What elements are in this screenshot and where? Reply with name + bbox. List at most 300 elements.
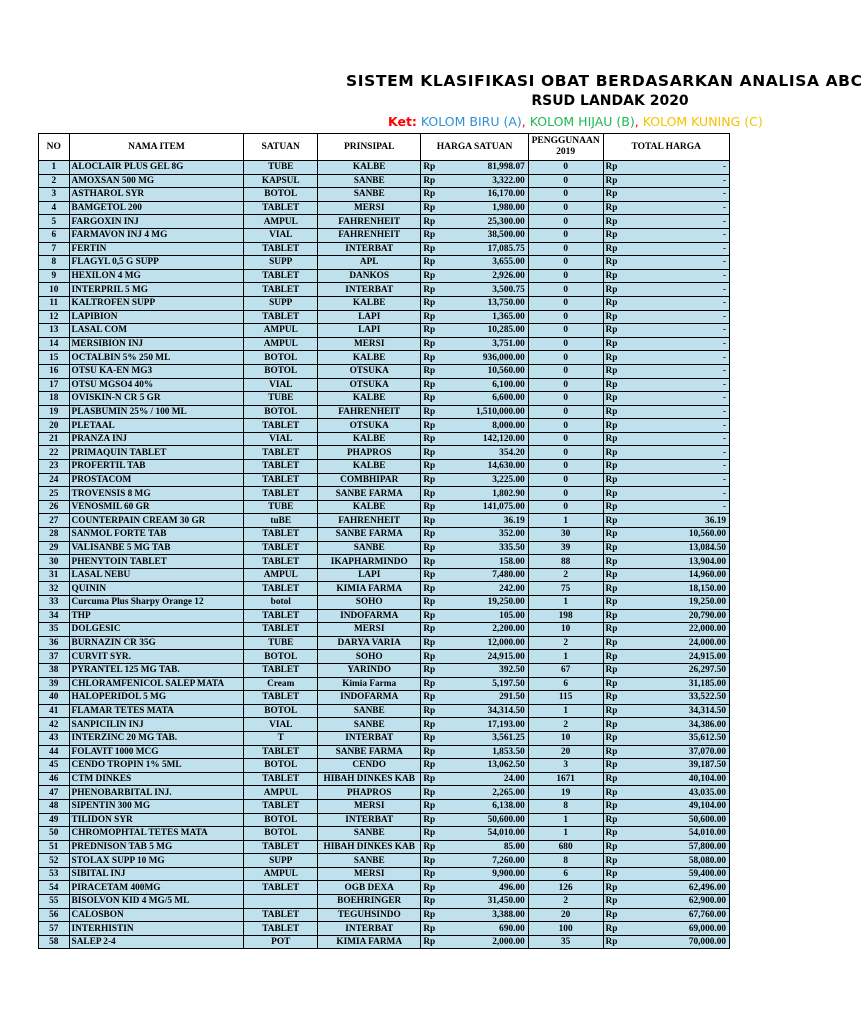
- table-row: [39, 895, 730, 909]
- table-row: [39, 799, 730, 813]
- cell-nama: LAPIBION: [69, 310, 244, 324]
- cell-harga-currency: Rp: [421, 283, 444, 297]
- cell-prinsipal: SANBE FARMA: [318, 745, 421, 759]
- cell-total: 40,104.00: [626, 772, 729, 786]
- cell-nama: FLAGYL 0,5 G SUPP: [69, 256, 244, 270]
- cell-nama: FLAMAR TETES MATA: [69, 704, 244, 718]
- cell-no: 22: [39, 446, 70, 460]
- cell-total-currency: Rp: [603, 636, 626, 650]
- cell-total-currency: Rp: [603, 364, 626, 378]
- cell-prinsipal: INDOFARMA: [318, 609, 421, 623]
- cell-harga-currency: Rp: [421, 446, 444, 460]
- cell-prinsipal: FAHRENHEIT: [318, 215, 421, 229]
- cell-prinsipal: FAHRENHEIT: [318, 405, 421, 419]
- cell-no: 32: [39, 582, 70, 596]
- cell-penggunaan: 680: [528, 840, 603, 854]
- cell-harga: 3,388.00: [444, 908, 528, 922]
- cell-total: -: [626, 242, 729, 256]
- table-row: [39, 405, 730, 419]
- cell-penggunaan: 20: [528, 745, 603, 759]
- cell-nama: VALISANBE 5 MG TAB: [69, 541, 244, 555]
- table-row: [39, 324, 730, 338]
- cell-total: 22,000.00: [626, 623, 729, 637]
- cell-satuan: BOTOL: [244, 704, 318, 718]
- cell-penggunaan: 2: [528, 718, 603, 732]
- cell-harga-currency: Rp: [421, 242, 444, 256]
- cell-penggunaan: 198: [528, 609, 603, 623]
- cell-satuan: TABLET: [244, 201, 318, 215]
- cell-prinsipal: OTSUKA: [318, 364, 421, 378]
- table-row: [39, 555, 730, 569]
- cell-penggunaan: 19: [528, 786, 603, 800]
- cell-no: 28: [39, 528, 70, 542]
- cell-no: 41: [39, 704, 70, 718]
- cell-total: -: [626, 188, 729, 202]
- cell-harga-currency: Rp: [421, 487, 444, 501]
- cell-no: 33: [39, 596, 70, 610]
- cell-no: 49: [39, 813, 70, 827]
- table-row: [39, 731, 730, 745]
- cell-satuan: TUBE: [244, 636, 318, 650]
- cell-satuan: TABLET: [244, 269, 318, 283]
- cell-total-currency: Rp: [603, 161, 626, 175]
- table-row: [39, 663, 730, 677]
- cell-no: 50: [39, 827, 70, 841]
- drug-table: [38, 133, 730, 949]
- cell-total: 69,000.00: [626, 922, 729, 936]
- cell-prinsipal: INTERBAT: [318, 922, 421, 936]
- cell-satuan: SUPP: [244, 296, 318, 310]
- cell-penggunaan: 0: [528, 405, 603, 419]
- cell-harga-currency: Rp: [421, 935, 444, 949]
- cell-total-currency: Rp: [603, 650, 626, 664]
- cell-prinsipal: MERSI: [318, 337, 421, 351]
- cell-harga: 34,314.50: [444, 704, 528, 718]
- cell-no: 57: [39, 922, 70, 936]
- cell-prinsipal: KALBE: [318, 296, 421, 310]
- cell-harga: 352.00: [444, 528, 528, 542]
- cell-total: 57,800.00: [626, 840, 729, 854]
- cell-satuan: [244, 895, 318, 909]
- cell-penggunaan: 10: [528, 623, 603, 637]
- cell-nama: PLASBUMIN 25% / 100 ML: [69, 405, 244, 419]
- cell-prinsipal: SANBE FARMA: [318, 528, 421, 542]
- cell-satuan: TABLET: [244, 541, 318, 555]
- cell-total-currency: Rp: [603, 663, 626, 677]
- cell-nama: KALTROFEN SUPP: [69, 296, 244, 310]
- cell-total: -: [626, 446, 729, 460]
- cell-satuan: TABLET: [244, 419, 318, 433]
- cell-harga: 16,170.00: [444, 188, 528, 202]
- cell-nama: FARGOXIN INJ: [69, 215, 244, 229]
- legend-sep: ,: [634, 114, 639, 129]
- cell-penggunaan: 0: [528, 432, 603, 446]
- page-subtitle: RSUD LANDAK 2020: [531, 93, 689, 109]
- cell-total-currency: Rp: [603, 188, 626, 202]
- cell-harga: 690.00: [444, 922, 528, 936]
- cell-total: 34,386.00: [626, 718, 729, 732]
- cell-prinsipal: IKAPHARMINDO: [318, 555, 421, 569]
- cell-prinsipal: Kimia Farma: [318, 677, 421, 691]
- cell-penggunaan: 0: [528, 364, 603, 378]
- cell-total: 24,000.00: [626, 636, 729, 650]
- cell-nama: PYRANTEL 125 MG TAB.: [69, 663, 244, 677]
- cell-penggunaan: 2: [528, 895, 603, 909]
- cell-total-currency: Rp: [603, 446, 626, 460]
- cell-satuan: TUBE: [244, 161, 318, 175]
- cell-nama: HALOPERIDOL 5 MG: [69, 691, 244, 705]
- cell-total-currency: Rp: [603, 351, 626, 365]
- cell-no: 19: [39, 405, 70, 419]
- cell-nama: PREDNISON TAB 5 MG: [69, 840, 244, 854]
- cell-harga: 1,853.50: [444, 745, 528, 759]
- cell-harga-currency: Rp: [421, 799, 444, 813]
- cell-total: 43,035.00: [626, 786, 729, 800]
- cell-harga: 5,197.50: [444, 677, 528, 691]
- cell-total: 54,010.00: [626, 827, 729, 841]
- cell-total: 62,900.00: [626, 895, 729, 909]
- cell-penggunaan: 39: [528, 541, 603, 555]
- cell-total: -: [626, 283, 729, 297]
- cell-nama: FOLAVIT 1000 MCG: [69, 745, 244, 759]
- cell-harga-currency: Rp: [421, 772, 444, 786]
- cell-penggunaan: 0: [528, 500, 603, 514]
- cell-satuan: AMPUL: [244, 324, 318, 338]
- cell-no: 13: [39, 324, 70, 338]
- cell-no: 36: [39, 636, 70, 650]
- cell-penggunaan: 0: [528, 351, 603, 365]
- cell-penggunaan: 100: [528, 922, 603, 936]
- cell-harga: 14,630.00: [444, 460, 528, 474]
- cell-penggunaan: 67: [528, 663, 603, 677]
- cell-prinsipal: KIMIA FARMA: [318, 935, 421, 949]
- cell-satuan: BOTOL: [244, 759, 318, 773]
- cell-total-currency: Rp: [603, 500, 626, 514]
- cell-prinsipal: OTSUKA: [318, 378, 421, 392]
- cell-penggunaan: 1: [528, 596, 603, 610]
- cell-total-currency: Rp: [603, 623, 626, 637]
- cell-prinsipal: SANBE: [318, 541, 421, 555]
- cell-nama: AMOXSAN 500 MG: [69, 174, 244, 188]
- cell-harga: 2,265.00: [444, 786, 528, 800]
- cell-total-currency: Rp: [603, 514, 626, 528]
- table-row: [39, 786, 730, 800]
- cell-satuan: VIAL: [244, 432, 318, 446]
- table-row: [39, 867, 730, 881]
- cell-satuan: VIAL: [244, 378, 318, 392]
- cell-prinsipal: HIBAH DINKES KAB: [318, 840, 421, 854]
- cell-total: -: [626, 324, 729, 338]
- cell-harga: 3,500.75: [444, 283, 528, 297]
- cell-harga-currency: Rp: [421, 473, 444, 487]
- legend: [388, 114, 768, 129]
- table-row: [39, 378, 730, 392]
- cell-penggunaan: 2: [528, 636, 603, 650]
- cell-total: 36.19: [626, 514, 729, 528]
- cell-nama: CALOSBON: [69, 908, 244, 922]
- header-total: TOTAL HARGA: [603, 134, 729, 161]
- cell-prinsipal: LAPI: [318, 324, 421, 338]
- table-row: [39, 364, 730, 378]
- cell-penggunaan: 0: [528, 256, 603, 270]
- cell-no: 6: [39, 228, 70, 242]
- cell-no: 47: [39, 786, 70, 800]
- cell-total: 67,760.00: [626, 908, 729, 922]
- cell-harga: 8,000.00: [444, 419, 528, 433]
- cell-nama: SIBITAL INJ: [69, 867, 244, 881]
- cell-prinsipal: INDOFARMA: [318, 691, 421, 705]
- cell-no: 58: [39, 935, 70, 949]
- cell-penggunaan: 88: [528, 555, 603, 569]
- cell-harga: 141,075.00: [444, 500, 528, 514]
- cell-penggunaan: 8: [528, 854, 603, 868]
- cell-harga-currency: Rp: [421, 582, 444, 596]
- cell-harga-currency: Rp: [421, 609, 444, 623]
- cell-total-currency: Rp: [603, 908, 626, 922]
- cell-nama: CENDO TROPIN 1% 5ML: [69, 759, 244, 773]
- cell-total: 24,915.00: [626, 650, 729, 664]
- cell-total: 14,960.00: [626, 568, 729, 582]
- cell-penggunaan: 0: [528, 392, 603, 406]
- header-penggunaan: PENGGUNAAN 2019: [528, 134, 603, 161]
- cell-harga: 142,120.00: [444, 432, 528, 446]
- cell-no: 39: [39, 677, 70, 691]
- cell-nama: THP: [69, 609, 244, 623]
- cell-harga-currency: Rp: [421, 269, 444, 283]
- cell-total: -: [626, 487, 729, 501]
- cell-satuan: BOTOL: [244, 364, 318, 378]
- cell-prinsipal: DARYA VARIA: [318, 636, 421, 650]
- cell-satuan: tuBE: [244, 514, 318, 528]
- cell-nama: SALEP 2-4: [69, 935, 244, 949]
- cell-penggunaan: 0: [528, 161, 603, 175]
- cell-no: 48: [39, 799, 70, 813]
- cell-harga-currency: Rp: [421, 623, 444, 637]
- cell-nama: TROVENSIS 8 MG: [69, 487, 244, 501]
- cell-no: 5: [39, 215, 70, 229]
- cell-nama: QUININ: [69, 582, 244, 596]
- cell-prinsipal: KALBE: [318, 161, 421, 175]
- cell-harga: 50,600.00: [444, 813, 528, 827]
- cell-no: 54: [39, 881, 70, 895]
- cell-total-currency: Rp: [603, 867, 626, 881]
- cell-total-currency: Rp: [603, 677, 626, 691]
- table-row: [39, 568, 730, 582]
- cell-total-currency: Rp: [603, 228, 626, 242]
- cell-penggunaan: 0: [528, 296, 603, 310]
- cell-prinsipal: SANBE: [318, 854, 421, 868]
- cell-harga-currency: Rp: [421, 228, 444, 242]
- cell-satuan: BOTOL: [244, 827, 318, 841]
- cell-penggunaan: 0: [528, 378, 603, 392]
- cell-prinsipal: MERSI: [318, 201, 421, 215]
- cell-no: 52: [39, 854, 70, 868]
- cell-harga-currency: Rp: [421, 663, 444, 677]
- cell-harga: 36.19: [444, 514, 528, 528]
- cell-harga: 936,000.00: [444, 351, 528, 365]
- cell-total: 49,104.00: [626, 799, 729, 813]
- cell-prinsipal: SOHO: [318, 650, 421, 664]
- cell-total-currency: Rp: [603, 541, 626, 555]
- cell-no: 2: [39, 174, 70, 188]
- cell-harga: 1,980.00: [444, 201, 528, 215]
- cell-harga-currency: Rp: [421, 922, 444, 936]
- cell-harga: 19,250.00: [444, 596, 528, 610]
- cell-total: 18,150.00: [626, 582, 729, 596]
- table-row: [39, 881, 730, 895]
- cell-satuan: TABLET: [244, 528, 318, 542]
- cell-total-currency: Rp: [603, 895, 626, 909]
- cell-nama: INTERHISTIN: [69, 922, 244, 936]
- cell-nama: OVISKIN-N CR 5 GR: [69, 392, 244, 406]
- table-row: [39, 908, 730, 922]
- cell-harga-currency: Rp: [421, 786, 444, 800]
- cell-harga-currency: Rp: [421, 867, 444, 881]
- table-row: [39, 296, 730, 310]
- cell-penggunaan: 8: [528, 799, 603, 813]
- cell-satuan: AMPUL: [244, 786, 318, 800]
- cell-harga: 12,000.00: [444, 636, 528, 650]
- cell-prinsipal: PHAPROS: [318, 446, 421, 460]
- table-row: [39, 528, 730, 542]
- cell-nama: Curcuma Plus Sharpy Orange 12: [69, 596, 244, 610]
- cell-harga: 24,915.00: [444, 650, 528, 664]
- table-row: [39, 922, 730, 936]
- cell-no: 55: [39, 895, 70, 909]
- cell-prinsipal: APL: [318, 256, 421, 270]
- cell-total: 34,314.50: [626, 704, 729, 718]
- cell-no: 37: [39, 650, 70, 664]
- cell-nama: CHLORAMFENICOL SALEP MATA: [69, 677, 244, 691]
- cell-harga-currency: Rp: [421, 528, 444, 542]
- cell-nama: SANPICILIN INJ: [69, 718, 244, 732]
- cell-harga-currency: Rp: [421, 188, 444, 202]
- cell-no: 21: [39, 432, 70, 446]
- cell-total: -: [626, 228, 729, 242]
- cell-nama: BISOLVON KID 4 MG/5 ML: [69, 895, 244, 909]
- cell-harga: 7,480.00: [444, 568, 528, 582]
- cell-total: 50,600.00: [626, 813, 729, 827]
- cell-harga-currency: Rp: [421, 161, 444, 175]
- cell-total-currency: Rp: [603, 337, 626, 351]
- cell-satuan: KAPSUL: [244, 174, 318, 188]
- cell-harga-currency: Rp: [421, 432, 444, 446]
- cell-satuan: BOTOL: [244, 188, 318, 202]
- table-row: [39, 337, 730, 351]
- cell-harga: 105.00: [444, 609, 528, 623]
- cell-total: 37,070.00: [626, 745, 729, 759]
- cell-no: 7: [39, 242, 70, 256]
- cell-total-currency: Rp: [603, 718, 626, 732]
- cell-satuan: TABLET: [244, 840, 318, 854]
- table-row: [39, 677, 730, 691]
- cell-harga: 392.50: [444, 663, 528, 677]
- cell-no: 12: [39, 310, 70, 324]
- cell-harga: 13,750.00: [444, 296, 528, 310]
- cell-total-currency: Rp: [603, 392, 626, 406]
- table-row: [39, 161, 730, 175]
- cell-penggunaan: 0: [528, 215, 603, 229]
- cell-total-currency: Rp: [603, 772, 626, 786]
- cell-no: 26: [39, 500, 70, 514]
- cell-total-currency: Rp: [603, 596, 626, 610]
- cell-harga: 10,285.00: [444, 324, 528, 338]
- table-row: [39, 269, 730, 283]
- cell-total-currency: Rp: [603, 840, 626, 854]
- cell-penggunaan: 0: [528, 337, 603, 351]
- cell-total: 70,000.00: [626, 935, 729, 949]
- cell-total-currency: Rp: [603, 460, 626, 474]
- cell-total-currency: Rp: [603, 854, 626, 868]
- cell-nama: HEXILON 4 MG: [69, 269, 244, 283]
- cell-prinsipal: KALBE: [318, 432, 421, 446]
- table-row: [39, 174, 730, 188]
- cell-harga-currency: Rp: [421, 337, 444, 351]
- cell-no: 44: [39, 745, 70, 759]
- cell-satuan: AMPUL: [244, 867, 318, 881]
- cell-prinsipal: SANBE: [318, 188, 421, 202]
- table-row: [39, 609, 730, 623]
- table-row: [39, 215, 730, 229]
- cell-satuan: TABLET: [244, 922, 318, 936]
- cell-no: 20: [39, 419, 70, 433]
- table-row: [39, 691, 730, 705]
- cell-nama: PHENOBARBITAL INJ.: [69, 786, 244, 800]
- header-satuan: SATUAN: [244, 134, 318, 161]
- header-no: NO: [39, 134, 70, 161]
- table-row: [39, 745, 730, 759]
- cell-harga: 24.00: [444, 772, 528, 786]
- cell-no: 9: [39, 269, 70, 283]
- cell-nama: ALOCLAIR PLUS GEL 8G: [69, 161, 244, 175]
- cell-harga-currency: Rp: [421, 908, 444, 922]
- cell-total: -: [626, 500, 729, 514]
- cell-satuan: T: [244, 731, 318, 745]
- cell-harga: 10,560.00: [444, 364, 528, 378]
- cell-nama: CURVIT SYR.: [69, 650, 244, 664]
- cell-harga-currency: Rp: [421, 351, 444, 365]
- cell-prinsipal: LAPI: [318, 568, 421, 582]
- cell-total-currency: Rp: [603, 310, 626, 324]
- cell-total-currency: Rp: [603, 691, 626, 705]
- table-row: [39, 854, 730, 868]
- cell-prinsipal: YARINDO: [318, 663, 421, 677]
- cell-total-currency: Rp: [603, 487, 626, 501]
- cell-harga-currency: Rp: [421, 405, 444, 419]
- cell-satuan: BOTOL: [244, 813, 318, 827]
- cell-satuan: AMPUL: [244, 215, 318, 229]
- cell-nama: PRANZA INJ: [69, 432, 244, 446]
- cell-prinsipal: FAHRENHEIT: [318, 514, 421, 528]
- cell-harga: 354.20: [444, 446, 528, 460]
- cell-satuan: AMPUL: [244, 568, 318, 582]
- cell-no: 25: [39, 487, 70, 501]
- cell-prinsipal: DANKOS: [318, 269, 421, 283]
- cell-harga: 25,300.00: [444, 215, 528, 229]
- cell-penggunaan: 0: [528, 242, 603, 256]
- cell-prinsipal: SANBE: [318, 174, 421, 188]
- cell-penggunaan: 126: [528, 881, 603, 895]
- cell-penggunaan: 0: [528, 324, 603, 338]
- table-row: [39, 650, 730, 664]
- cell-harga-currency: Rp: [421, 500, 444, 514]
- table-row: [39, 623, 730, 637]
- cell-total-currency: Rp: [603, 786, 626, 800]
- cell-nama: TILIDON SYR: [69, 813, 244, 827]
- cell-total-currency: Rp: [603, 256, 626, 270]
- cell-nama: OTSU KA-EN MG3: [69, 364, 244, 378]
- table-row: [39, 188, 730, 202]
